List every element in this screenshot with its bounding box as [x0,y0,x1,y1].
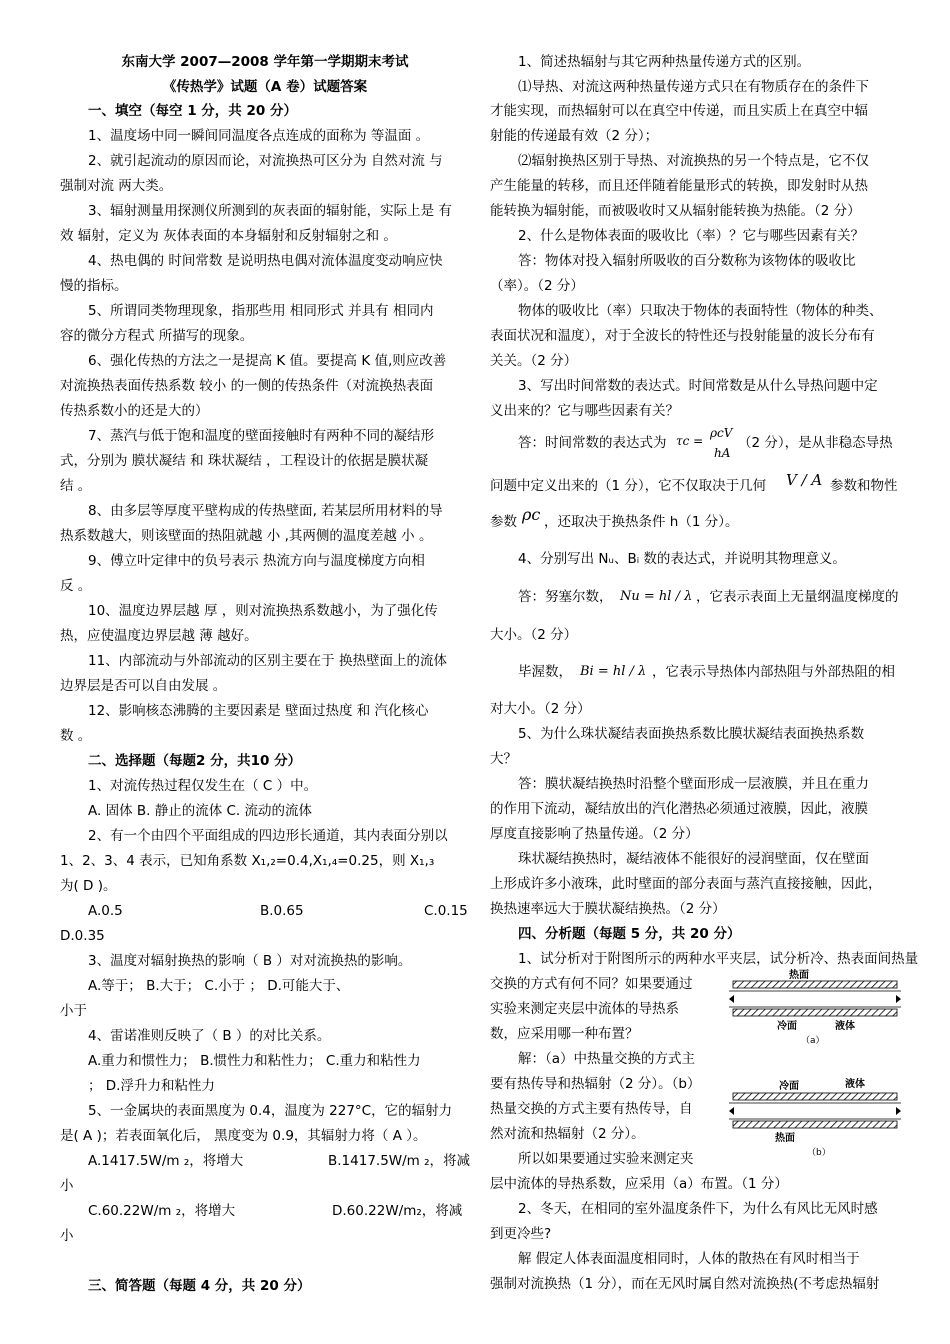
cold-plate-a [733,1009,897,1016]
option-a: A.1417.5W/m ₂，将增大 [88,1153,244,1169]
biot-formula: Bi = hl / λ [580,664,647,679]
hot-plate-b [733,1121,897,1128]
text-line: （2 分），是从非稳态导热 [738,435,893,451]
label-cold-bottom: 冷面 [777,1021,797,1032]
text-line: 2、冬天，在相同的室外温度条件下，为什么有风比无风时感 [518,1201,878,1217]
text-line: 能转换为辐射能，而被吸收时又从辐射能转换为热能。（2 分） [490,203,861,219]
text-line: 答：努塞尔数， [518,589,613,605]
text-line: 厚度直接影响了热量传递。（2 分） [490,826,699,842]
text-line: 产生能量的转移，而且还伴随着能量形式的转换，即发射时从热 [490,178,868,194]
rho-c-formula: ρc [522,505,541,524]
option-b: B.1417.5W/m ₂，将减 [328,1153,471,1169]
text-line: 2、就引起流动的原因而论，对流换热可区分为 自然对流 与 [88,153,443,169]
text-line: 式，分别为 膜状凝结 和 珠状凝结 ，工程设计的依据是膜状凝 [60,453,429,469]
option-c: C.0.15 [424,903,468,919]
option-line: A.重力和惯性力； B.惯性力和粘性力； C.重力和粘性力 [88,1053,421,1069]
label-hot-bottom: 热面 [775,1133,795,1144]
text-line: 热系数越大，则该壁面的热阻就越 小 ,其两侧的温度差越 小 。 [60,528,433,544]
label-liquid-a: 液体 [835,1021,855,1032]
text-line: 1、简述热辐射与其它两种热量传递方式的区别。 [518,54,811,70]
text-line: ，它表示表面上无量纲温度梯度的 [696,589,899,605]
text-line: 6、强化传热的方法之一是提高 K 值。要提高 K 值,则应改善 [88,353,447,369]
text-line: 答：膜状凝结换热时沿整个壁面形成一层液膜，并且在重力 [518,776,869,792]
text-line: 珠状凝结换热时，凝结液体不能很好的浸润壁面，仅在壁面 [518,851,869,867]
label-hot-top: 热面 [789,970,809,981]
option-d: D.60.22W/m₂，将减 [332,1203,463,1219]
text-line: 交换的方式有何不同？如果要通过 [490,976,693,992]
text-line: ，它表示导热体内部热阻与外部热阻的相 [652,664,895,680]
horizontal-layer-figure [726,968,904,1162]
text-line: 11、内部流动与外部流动的区别主要在于 换热壁面上的流体 [88,653,447,669]
text-line: 强制对流 两大类。 [60,178,173,194]
text-line: 大？ [490,751,517,767]
text-line: 射能的传递最有效（2 分）； [490,128,659,144]
text-line: 要有热传导和热辐射（2 分）。（b） [490,1076,701,1092]
option-line: ； D.浮升力和粘性力 [88,1078,215,1094]
cold-plate-b [733,1093,897,1100]
question-line: 为( D )。 [60,878,117,894]
option-b: B.0.65 [260,903,304,919]
text-line: 3、辐射测量用探测仪所测到的灰表面的辐射能，实际上是 有 [88,203,452,219]
text-line: 慢的指标。 [60,278,128,294]
question-line: 3、温度对辐射换热的影响（ B ）对对流换热的影响。 [88,953,412,969]
caption-b: （b） [807,1148,831,1158]
text-line: 1、温度场中同一瞬间同温度各点连成的面称为 等温面 。 [88,128,430,144]
text-line: 然对流和热辐射（2 分）。 [490,1126,645,1142]
text-line: 层中流体的导热系数，应采用（a）布置。（1 分） [490,1176,788,1192]
text-line: 容的微分方程式 所描写的现象。 [60,328,254,344]
text-line: 7、蒸汽与低于饱和温度的壁面接触时有两种不同的凝结形 [88,428,435,444]
text-line: 热量交换的方式主要有热传导，自 [490,1101,693,1117]
option-c: C.60.22W/m ₂，将增大 [88,1203,236,1219]
nusselt-formula: Nu = hl / λ [620,589,693,604]
text-line: 9、傅立叶定律中的负号表示 热流方向与温度梯度方向相 [88,553,425,569]
text-line: 对流换热表面传热系数 较小 的一侧的传热条件（对流换热表面 [60,378,434,394]
text-line: 参数和物性 [830,478,898,494]
option-d: D.0.35 [60,928,105,944]
text-line: 解：（a）中热量交换的方式主 [518,1051,696,1067]
text-line: 答：物体对投入辐射所吸收的百分数称为该物体的吸收比 [518,253,856,269]
text-line: 12、影响核态沸腾的主要因素是 壁面过热度 和 汽化核心 [88,703,429,719]
label-cold-top: 冷面 [779,1081,799,1092]
text-line: 的作用下流动，凝结放出的汽化潜热必须通过液膜，因此，液膜 [490,801,868,817]
text-line: 边界层是否可以自由发展 。 [60,678,227,694]
text-line: 解 假定人体表面温度相同时，人体的散热在有风时相当于 [518,1251,860,1267]
text-line: ⑴导热、对流这两种热量传递方式只在有物质存在的条件下 [518,79,869,95]
question-line: 1、2、3、4 表示，已知角系数 X₁,₂=0.4,X₁,₄=0.25，则 X₁,₃ [60,853,435,869]
text-line: 问题中定义出来的（1 分），它不仅取决于几何 [490,478,767,494]
caption-a: （a） [801,1036,825,1046]
section-choice-heading: 二、选择题（每题2 分，共10 分） [88,753,302,769]
text-line: 5、所谓同类物理现象，指那些用 相同形式 并具有 相同内 [88,303,434,319]
text-line: 到更冷些? [490,1226,552,1242]
option-line: 小于 [60,1003,87,1019]
option-line: A. 固体 B. 静止的流体 C. 流动的流体 [88,803,313,819]
text-line: 反 。 [60,578,92,594]
question-line: 5、一金属块的表面黑度为 0.4，温度为 227°C，它的辐射力 [88,1103,453,1119]
section-analysis-heading: 四、分析题（每题 5 分，共 20 分） [518,926,741,942]
text-line: 换热速率远大于膜状凝结换热。（2 分） [490,901,726,917]
text-line: 3、写出时间常数的表达式。时间常数是从什么导热问题中定 [518,378,878,394]
text-line: 大小。（2 分） [490,627,578,643]
text-line: 义出来的？它与哪些因素有关？ [490,403,679,419]
text-line: 上形成许多小液珠，此时壁面的部分表面与蒸汽直接接触，因此， [490,876,882,892]
text-line: 5、为什么珠状凝结表面换热系数比膜状凝结表面换热系数 [518,726,865,742]
text-line: 才能实现，而热辐射可以在真空中传递，而且实质上在真空中辐 [490,103,868,119]
question-line: 是( A )；若表面氧化后， 黑度变为 0.9，其辐射力将（ A ）。 [60,1128,427,1144]
text-line: 传热系数小的还是大的） [60,403,209,419]
option-line: 小 [60,1228,74,1244]
section-fill-blank-heading: 一、填空（每空 1 分，共 20 分） [88,103,297,119]
text-line: 4、分别写出 Nᵤ、Bᵢ 数的表达式，并说明其物理意义。 [518,551,846,567]
text-line: 热，应使温度边界层越 薄 越好。 [60,628,258,644]
question-line: 1、对流传热过程仅发生在（ C ）中。 [88,778,318,794]
option-a: A.0.5 [88,903,123,919]
text-line: ⑵辐射换热区别于导热、对流换热的另一个特点是，它不仅 [518,153,869,169]
text-line: 2、什么是物体表面的吸收比（率）？它与哪些因素有关？ [518,228,865,244]
exam-subtitle: 《传热学》试题（A 卷）试题答案 [162,79,368,95]
text-line: 结 。 [60,478,92,494]
text-line: 毕渥数， [518,664,572,680]
text-line: 参数 [490,514,517,530]
hot-plate-a [733,981,897,988]
exam-title: 东南大学 2007—2008 学年第一学期期末考试 [121,54,409,70]
text-line: 实验来测定夹层中流体的导热系 [490,1001,679,1017]
text-line: 数 。 [60,728,92,744]
layer-diagram [727,969,903,1161]
va-formula: V / A [786,471,823,489]
text-line: ，还取决于换热条件 h（1 分）。 [544,514,739,530]
question-line: 4、雷诺准则反映了（ B ）的对比关系。 [88,1028,331,1044]
section-short-answer-heading: 三、简答题（每题 4 分，共 20 分） [88,1278,311,1294]
text-line: 表面状况和温度），对于全波长的特性还与投射能量的波长分布有 [490,328,875,344]
text-line: 对大小。（2 分） [490,701,591,717]
text-line: 所以如果要通过实验来测定夹 [518,1151,694,1167]
text-line: 物体的吸收比（率）只取决于物体的表面特性（物体的种类、 [518,303,883,319]
text-line: 1、试分析对于附图所示的两种水平夹层，试分析冷、热表面间热量 [518,951,919,967]
text-line: 4、热电偶的 时间常数 是说明热电偶对流体温度变动响应快 [88,253,443,269]
text-line: 10、温度边界层越 厚 ，则对流换热系数越小，为了强化传 [88,603,438,619]
option-line: 小 [60,1178,74,1194]
text-line: 答：时间常数的表达式为 [518,435,667,451]
text-line: 关关。（2 分） [490,353,578,369]
text-line: 强制对流换热（1 分），而在无风时属自然对流换热(不考虑热辐射 [490,1276,880,1292]
text-line: 8、由多层等厚度平壁构成的传热壁面, 若某层所用材料的导 [88,503,443,519]
text-line: 数，应采用哪一种布置？ [490,1026,639,1042]
text-line: 效 辐射，定义为 灰体表面的本身辐射和反射辐射之和 。 [60,228,397,244]
question-line: 2、有一个由四个平面组成的四边形长通道，其内表面分别以 [88,828,448,844]
label-liquid-b: 液体 [845,1079,865,1090]
option-line: A.等于； B.大于； C.小于 ； D.可能大于、 [88,978,350,994]
text-line: （率）。（2 分） [490,278,584,294]
